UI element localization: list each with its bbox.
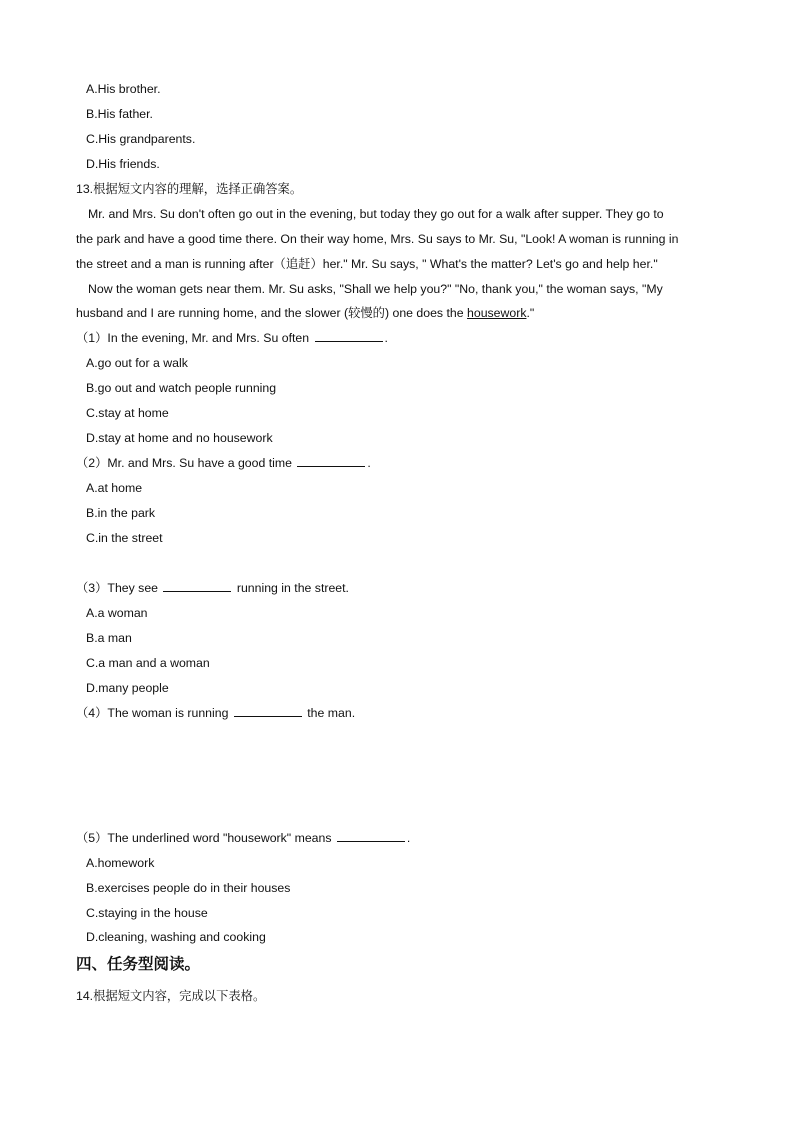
sub-question-2 (76, 455, 371, 471)
passage-line: Now the woman gets near them. Mr. Su asks, "Shall we help you?" "No, thank you," the woman says, "My (88, 282, 663, 296)
sub3-option-a: A.a woman (86, 606, 148, 620)
sub3-option-c: C.a man and a woman (86, 656, 210, 670)
passage-text: husband and I are running home, and the slower (较慢的) one does the (76, 306, 468, 320)
answer-blank (163, 580, 231, 592)
q14-title: 14.根据短文内容，完成以下表格。 (76, 989, 266, 1003)
sub2-option-b: B.in the park (86, 506, 156, 520)
sub5-option-a: A.homework (86, 856, 155, 870)
answer-blank (297, 455, 365, 467)
sub-question-3 (76, 580, 349, 596)
sub1-option-b: B.go out and watch people running (86, 381, 277, 395)
sub1-option-a: A.go out for a walk (86, 356, 188, 370)
question-text: . (406, 831, 411, 845)
q12-option-b: B.His father. (86, 107, 153, 121)
sub5-option-c: C.staying in the house (86, 906, 208, 920)
sub1-option-d: D.stay at home and no housework (86, 431, 273, 445)
answer-blank (337, 830, 405, 842)
sub5-option-d: D.cleaning, washing and cooking (86, 930, 266, 944)
sub-question-5 (76, 830, 410, 846)
answer-blank (234, 705, 302, 717)
sub1-option-c: C.stay at home (86, 406, 169, 420)
question-text: . (367, 456, 371, 470)
sub2-option-c: C.in the street (86, 531, 163, 545)
sub5-option-b: B.exercises people do in their houses (86, 881, 291, 895)
sub3-option-d: D.many people (86, 681, 169, 695)
section-heading: 四、任务型阅读。 (76, 955, 201, 973)
passage-line: the street and a man is running after（追赶）her." Mr. Su says, " What's the matter? Let's go and help her." (76, 257, 658, 271)
question-text: . (384, 331, 388, 345)
sub-question-4 (76, 705, 355, 721)
sub-question-1 (76, 330, 388, 346)
question-text: （4）The woman is running (76, 706, 232, 720)
q13-title: 13.根据短文内容的理解，选择正确答案。 (76, 182, 303, 196)
q12-option-c: C.His grandparents. (86, 132, 196, 146)
underlined-word: housework (467, 306, 527, 320)
question-text: （1）In the evening, Mr. and Mrs. Su often (76, 331, 313, 345)
question-text: （2）Mr. and Mrs. Su have a good time (76, 456, 296, 470)
question-text: （5）The underlined word "housework" means (76, 831, 335, 845)
question-text: （3）They see (76, 581, 162, 595)
q12-option-a: A.His brother. (86, 82, 161, 96)
passage-text: ." (526, 306, 535, 320)
passage-line (76, 305, 534, 321)
question-text: the man. (303, 706, 356, 720)
sub2-option-a: A.at home (86, 481, 143, 495)
q12-option-d: D.His friends. (86, 157, 160, 171)
passage-line: Mr. and Mrs. Su don't often go out in the evening, but today they go out for a walk after supper. They go to (88, 207, 664, 221)
question-text: running in the street. (233, 581, 349, 595)
passage-line: the park and have a good time there. On their way home, Mrs. Su says to Mr. Su, "Look! A woman is running in (76, 232, 679, 246)
sub3-option-b: B.a man (86, 631, 132, 645)
answer-blank (315, 330, 383, 342)
